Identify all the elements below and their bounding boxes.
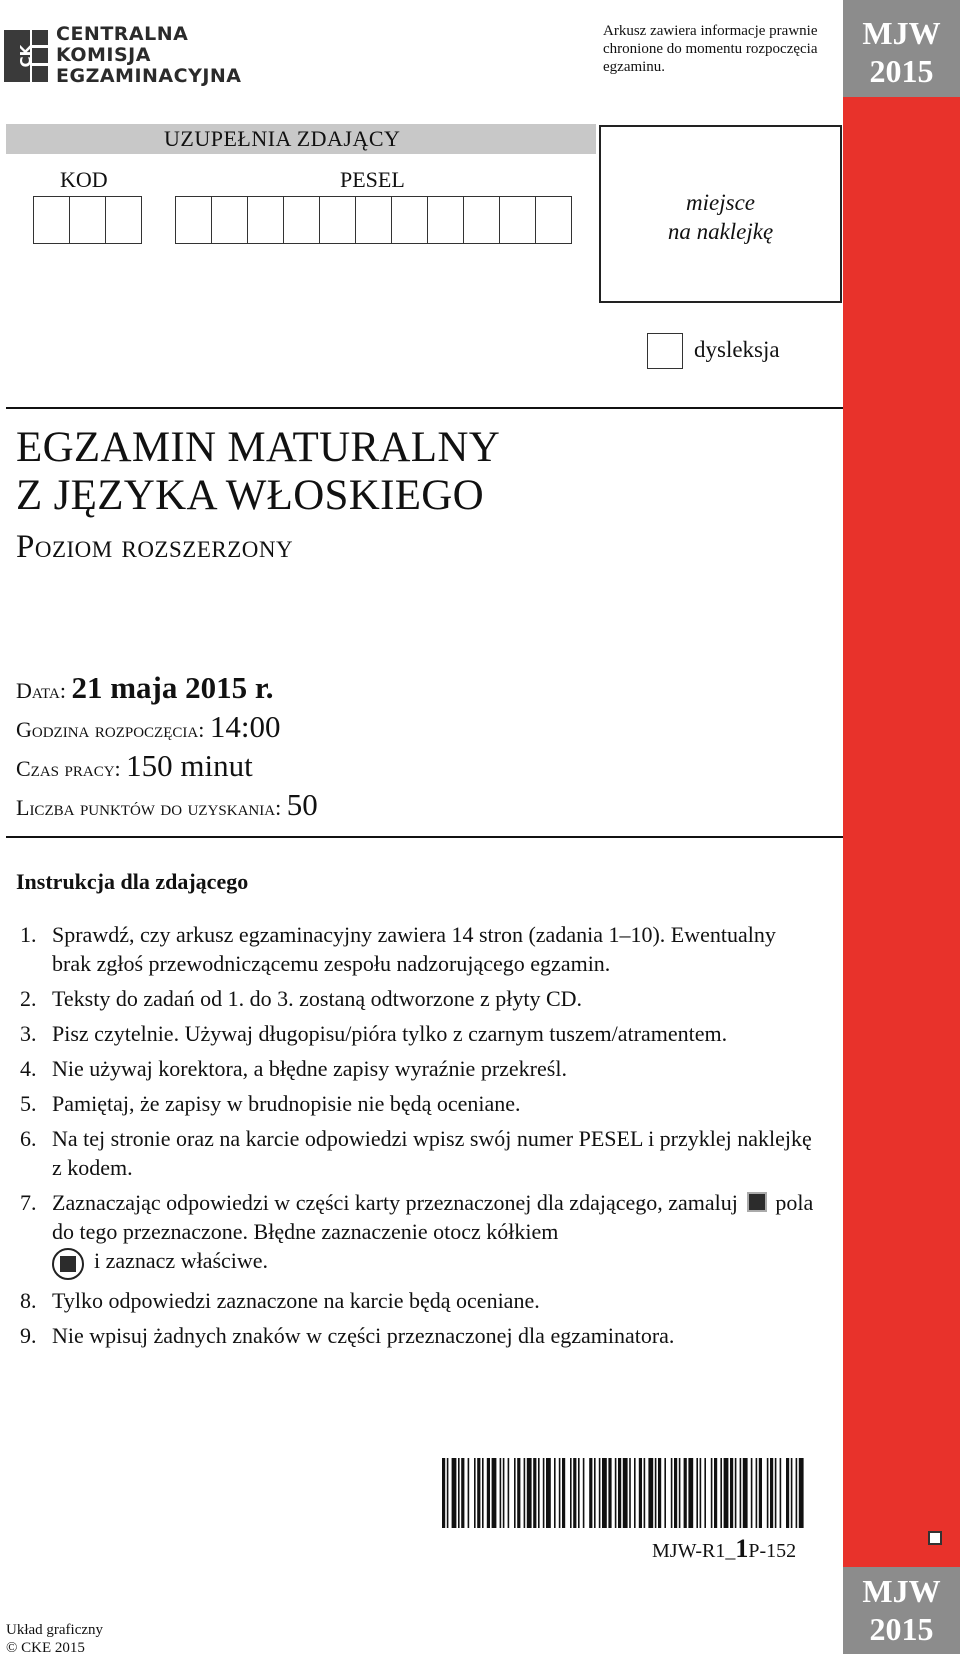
exam-title-line2: Z JĘZYKA WŁOSKIEGO	[16, 472, 485, 519]
item-text: Pamiętaj, że zapisy w brudnopisie nie będą oceniane.	[52, 1091, 521, 1116]
cke-logo-icon	[4, 30, 48, 82]
item-text: Sprawdź, czy arkusz egzaminacyjny zawiera 14 stron (zadania 1–10). Ewentualny brak zgłoś przewodniczącemu zespołu nadzorującego egzamin.	[52, 922, 776, 976]
barcode-bar	[684, 1458, 687, 1528]
item-number: 1.	[20, 922, 37, 947]
legal-notice: Arkusz zawiera informacje prawnie chronione do momentu rozpoczęcia egzaminu.	[603, 23, 818, 75]
barcode-bar	[688, 1458, 693, 1528]
pesel-box[interactable]	[283, 196, 320, 244]
instructions-list	[20, 920, 820, 1356]
item-number: 7.	[20, 1190, 37, 1215]
pesel-box[interactable]	[499, 196, 536, 244]
barcode-bar	[791, 1458, 793, 1528]
barcode-bar	[618, 1458, 621, 1528]
divider	[6, 836, 843, 838]
barcode-bar	[751, 1458, 753, 1528]
barcode-bar	[644, 1458, 646, 1528]
circled-square-icon	[52, 1248, 84, 1280]
barcode-bar	[714, 1458, 717, 1528]
list-item	[20, 1089, 820, 1118]
date-value: 21 maja 2015 r.	[71, 670, 274, 705]
barcode-bar	[578, 1458, 580, 1528]
footer-line2: © CKE 2015	[6, 1640, 85, 1656]
barcode-bar	[538, 1458, 540, 1528]
list-item	[20, 1054, 820, 1083]
list-item	[20, 1321, 820, 1350]
barcode-highlight: 1	[735, 1534, 749, 1563]
svg-text:CK: CK	[17, 44, 35, 68]
exam-level: Poziom rozszerzony	[16, 529, 294, 565]
list-item	[20, 984, 820, 1013]
pesel-box[interactable]	[355, 196, 392, 244]
exam-code-bottom-line2: 2015	[869, 1611, 934, 1647]
time-value: 150 minut	[126, 748, 253, 783]
barcode-bar	[482, 1458, 484, 1528]
barcode-bar	[634, 1458, 636, 1528]
band-title: UZUPEŁNIA ZDAJĄCY	[164, 126, 401, 151]
barcode-bar	[735, 1458, 737, 1528]
barcode-bar	[671, 1458, 673, 1528]
barcode-bar	[700, 1458, 702, 1528]
pesel-box[interactable]	[535, 196, 572, 244]
item-number: 9.	[20, 1323, 37, 1348]
barcode-bar	[674, 1458, 677, 1528]
barcode-bar	[655, 1458, 657, 1528]
barcode-bar	[696, 1458, 698, 1528]
list-item	[20, 1286, 820, 1315]
barcode-bar	[594, 1458, 596, 1528]
item-text: Tylko odpowiedzi zaznaczone na karcie będą oceniane.	[52, 1288, 540, 1313]
barcode-bar	[759, 1458, 762, 1528]
sticker-placeholder	[599, 125, 842, 303]
item-text-part: pola do tego przeznaczone. Błędne zaznaczenie otocz kółkiem	[52, 1190, 814, 1244]
barcode-bar	[543, 1458, 545, 1528]
barcode-bar	[629, 1458, 631, 1528]
barcode-bar	[492, 1458, 497, 1528]
barcode-bar	[730, 1458, 733, 1528]
barcode-bar	[559, 1458, 561, 1528]
barcode-bar	[452, 1458, 457, 1528]
item-number: 3.	[20, 1021, 37, 1046]
red-strip	[843, 97, 960, 1567]
item-number: 6.	[20, 1126, 37, 1151]
pesel-box[interactable]	[427, 196, 464, 244]
item-text-part: i zaznacz właściwe.	[94, 1248, 269, 1273]
barcode-bar	[711, 1458, 713, 1528]
barcode-bar	[458, 1458, 460, 1528]
start-value: 14:00	[209, 709, 281, 744]
list-item	[20, 920, 820, 978]
kod-label: KOD	[60, 167, 108, 192]
barcode-bar	[756, 1458, 758, 1528]
exam-date	[16, 670, 274, 706]
instructions-title: Instrukcja dla zdającego	[16, 869, 249, 894]
barcode-bar	[514, 1458, 516, 1528]
dyslexia-checkbox[interactable]	[647, 333, 683, 369]
barcode	[442, 1458, 804, 1528]
exam-title-line1: EGZAMIN MATURALNY	[16, 424, 501, 471]
item-number: 5.	[20, 1091, 37, 1116]
start-label: Godzina rozpoczęcia:	[16, 717, 205, 742]
pesel-box[interactable]	[319, 196, 356, 244]
item-number: 4.	[20, 1056, 37, 1081]
filled-square-icon	[747, 1192, 767, 1212]
barcode-bar	[786, 1458, 789, 1528]
barcode-bar	[648, 1458, 653, 1528]
item-text: Teksty do zadań od 1. do 3. zostaną odtworzone z płyty CD.	[52, 986, 583, 1011]
barcode-bar	[570, 1458, 572, 1528]
exam-code-bottom	[843, 1572, 960, 1648]
pesel-label: PESEL	[340, 167, 405, 192]
barcode-bar	[679, 1458, 681, 1528]
barcode-bar	[533, 1458, 536, 1528]
barcode-bar	[461, 1458, 464, 1528]
barcode-bar	[573, 1458, 576, 1528]
barcode-bar	[599, 1458, 601, 1528]
barcode-bar	[477, 1458, 480, 1528]
kod-box[interactable]	[33, 196, 70, 244]
sticker-line-1: miejsce	[686, 190, 755, 215]
barcode-prefix: MJW-R1_	[652, 1540, 736, 1562]
points-label: Liczba punktów do uzyskania:	[16, 795, 282, 820]
barcode-bar	[780, 1458, 782, 1528]
barcode-bar	[720, 1458, 722, 1528]
barcode-bar	[554, 1458, 556, 1528]
barcode-bar	[503, 1458, 505, 1528]
barcode-bar	[608, 1458, 611, 1528]
item-number: 8.	[20, 1288, 37, 1313]
logo-line-2: KOMISJA	[56, 44, 151, 66]
pesel-input[interactable]	[176, 196, 572, 244]
footer	[6, 1621, 103, 1657]
time-label: Czas pracy:	[16, 756, 121, 781]
list-item	[20, 1124, 820, 1182]
barcode-bar	[508, 1458, 510, 1528]
barcode-bar	[527, 1458, 532, 1528]
pesel-box[interactable]	[391, 196, 428, 244]
barcode-bar	[442, 1458, 445, 1528]
barcode-bar	[623, 1458, 628, 1528]
barcode-bar	[468, 1458, 470, 1528]
barcode-bar	[799, 1458, 804, 1528]
barcode-bar	[767, 1458, 769, 1528]
dyslexia-label: dysleksja	[694, 337, 780, 362]
pesel-box[interactable]	[175, 196, 212, 244]
item-text	[52, 1188, 820, 1280]
exam-start	[16, 709, 280, 745]
pesel-box[interactable]	[463, 196, 500, 244]
barcode-bar	[740, 1458, 742, 1528]
points-value: 50	[286, 787, 318, 822]
exam-code-top-line1: MJW	[862, 15, 941, 51]
barcode-bar	[524, 1458, 526, 1528]
item-text: Nie wpisuj żadnych znaków w części przeznaczonej dla egzaminatora.	[52, 1323, 675, 1348]
barcode-bar	[589, 1458, 592, 1528]
logo-line-3: EGZAMINACYJNA	[56, 65, 242, 87]
date-label: Data:	[16, 678, 66, 703]
barcode-bar	[447, 1458, 449, 1528]
barcode-bar	[602, 1458, 607, 1528]
exam-code-top-line2: 2015	[869, 53, 934, 89]
barcode-bar	[615, 1458, 617, 1528]
item-text: Nie używaj korektora, a błędne zapisy wyraźnie przekreśl.	[52, 1056, 567, 1081]
kod-input[interactable]	[34, 196, 142, 244]
logo-text	[56, 24, 242, 87]
exam-duration	[16, 748, 253, 784]
item-text: Pisz czytelnie. Używaj długopisu/pióra tylko z czarnym tuszem/atramentem.	[52, 1021, 728, 1046]
list-item	[20, 1019, 820, 1048]
barcode-bar	[487, 1458, 490, 1528]
exam-code-top	[843, 14, 960, 90]
barcode-bar	[500, 1458, 502, 1528]
barcode-bar	[474, 1458, 476, 1528]
divider	[6, 407, 843, 409]
sticker-line-2: na naklejkę	[667, 219, 774, 244]
barcode-bar	[770, 1458, 773, 1528]
exam-code-bottom-line1: MJW	[862, 1573, 941, 1609]
footer-line1: Układ graficzny	[6, 1622, 104, 1638]
barcode-bar	[796, 1458, 798, 1528]
barcode-bar	[658, 1458, 661, 1528]
barcode-bar	[583, 1458, 585, 1528]
list-item	[20, 1188, 820, 1280]
barcode-bar	[562, 1458, 565, 1528]
barcode-bar	[704, 1458, 706, 1528]
logo-line-1: CENTRALNA	[56, 23, 189, 45]
barcode-bar	[775, 1458, 777, 1528]
item-text-part: Zaznaczając odpowiedzi w części karty przeznaczonej dla zdającego, zamaluj	[52, 1190, 738, 1215]
barcode-bar	[664, 1458, 666, 1528]
pesel-box[interactable]	[247, 196, 284, 244]
barcode-bar	[517, 1458, 520, 1528]
barcode-suffix: P-152	[748, 1540, 797, 1562]
barcode-bar	[546, 1458, 551, 1528]
barcode-bar	[743, 1458, 748, 1528]
barcode-bar	[639, 1458, 642, 1528]
pesel-box[interactable]	[211, 196, 248, 244]
kod-box[interactable]	[105, 196, 142, 244]
exam-points	[16, 787, 318, 823]
item-number: 2.	[20, 986, 37, 1011]
kod-box[interactable]	[69, 196, 106, 244]
item-text: Na tej stronie oraz na karcie odpowiedzi wpisz swój numer PESEL i przyklej naklejkę z kodem.	[52, 1126, 812, 1180]
strip-checkbox	[928, 1531, 942, 1545]
barcode-bar	[724, 1458, 729, 1528]
barcode-label	[652, 1534, 796, 1564]
